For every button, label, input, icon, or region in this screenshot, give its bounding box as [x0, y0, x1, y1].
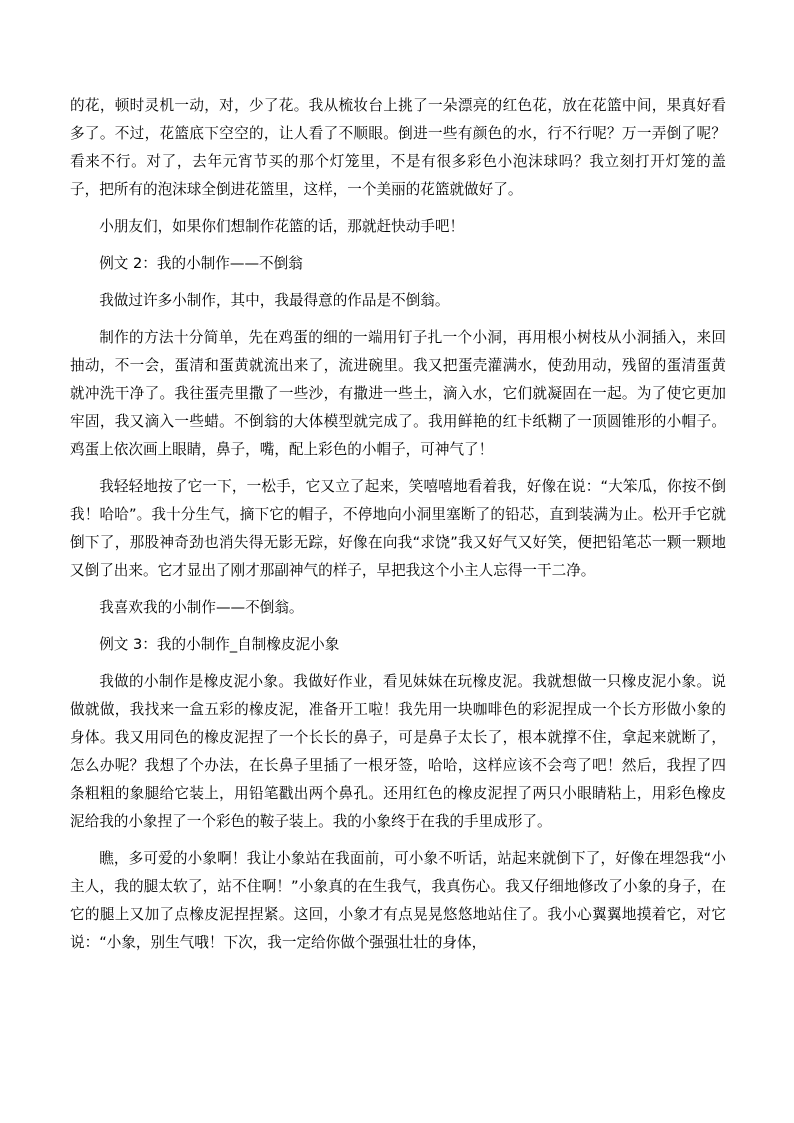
paragraph-elephant-making: 我做的小制作是橡皮泥小象。我做好作业，看见妹妹在玩橡皮泥。我就想做一只橡皮泥小象。说做就做，我找来一盒五彩的橡皮泥，准备开工啦！我先用一块咖啡色的彩泥捏成一个长方形做小象的身体。我又用同色的橡皮泥捏了一个长长的鼻子，可是鼻子太长了，根本就撑不住，拿起来就断了，怎么办呢？我想了个办法，在长鼻子里插了一根牙签，哈哈，这样应该不会弯了吧！然后，我捏了四条粗粗的象腿给它装上，用铅笔戳出两个鼻孔。还用红色的橡皮泥捏了两只小眼睛粘上，用彩色橡皮泥给我的小象捏了一个彩色的鞍子装上。我的小象终于在我的手里成形了。 — [70, 673, 726, 830]
paragraph-basket-closing: 小朋友们，如果你们想制作花篮的话，那就赶快动手吧！ — [99, 218, 465, 235]
paragraph-tumbler-closing: 我喜欢我的小制作——不倒翁。 — [99, 599, 304, 616]
paragraph-elephant-standing: 瞧，多可爱的小象啊！我让小象站在我面前，可小象不听话，站起来就倒下了，好像在埋怨我“小主人，我的腿太软了，站不住啊！”小象真的在生我气，我真伤心。我又仔细地修改了小象的身子，在它的腿上又加了点橡皮泥捏捏紧。这回，小象才有点晃晃悠悠地站住了。我小心翼翼地摸着它，对它说：“小象，别生气哦！下次，我一定给你做个强强壮壮的身体， — [70, 850, 726, 951]
example-2-heading: 例文 2：我的小制作——不倒翁 — [99, 255, 303, 272]
paragraph-tumbler-intro: 我做过许多小制作，其中，我最得意的作品是不倒翁。 — [99, 292, 450, 309]
example-3-heading: 例文 3：我的小制作_自制橡皮泥小象 — [99, 636, 340, 653]
paragraph-tumbler-method: 制作的方法十分简单，先在鸡蛋的细的一端用钉子扎一个小洞，再用根小树枝从小洞插入，来回抽动，不一会，蛋清和蛋黄就流出来了，流进碗里。我又把蛋壳灌满水，使劲用动，残留的蛋清蛋黄就冲洗干净了。我往蛋壳里撒了一些沙，有撒进一些土，滴入水，它们就凝固在一起。为了使它更加牢固，我又滴入一些蜡。不倒翁的大体模型就完成了。我用鲜艳的红卡纸糊了一顶圆锥形的小帽子。鸡蛋上依次画上眼睛，鼻子，嘴，配上彩色的小帽子，可神气了！ — [70, 329, 726, 458]
paragraph-continued-basket: 的花，顿时灵机一动，对，少了花。我从梳妆台上挑了一朵漂亮的红色花，放在花篮中间，果真好看多了。不过，花篮底下空空的，让人看了不顺眼。倒进一些有颜色的水，行不行呢？万一弄倒了呢？看来不行。对了，去年元宵节买的那个灯笼里，不是有很多彩色小泡沫球吗？我立刻打开灯笼的盖子，把所有的泡沫球全倒进花篮里，这样，一个美丽的花篮就做好了。 — [70, 97, 726, 198]
document-page — [70, 92, 726, 966]
paragraph-tumbler-play: 我轻轻地按了它一下，一松手，它又立了起来，笑嘻嘻地看着我，好像在说：“大笨瓜，你按不倒我！哈哈”。我十分生气，摘下它的帽子，不停地向小洞里塞断了的铅芯，直到装满为止。松开手它就倒下了，那股神奇劲也消失得无影无踪，好像在向我“求饶”我又好气又好笑，便把铅笔芯一颗一颗地又倒了出来。它才显出了刚才那副神气的样子，早把我这个小主人忘得一干二净。 — [70, 478, 726, 579]
